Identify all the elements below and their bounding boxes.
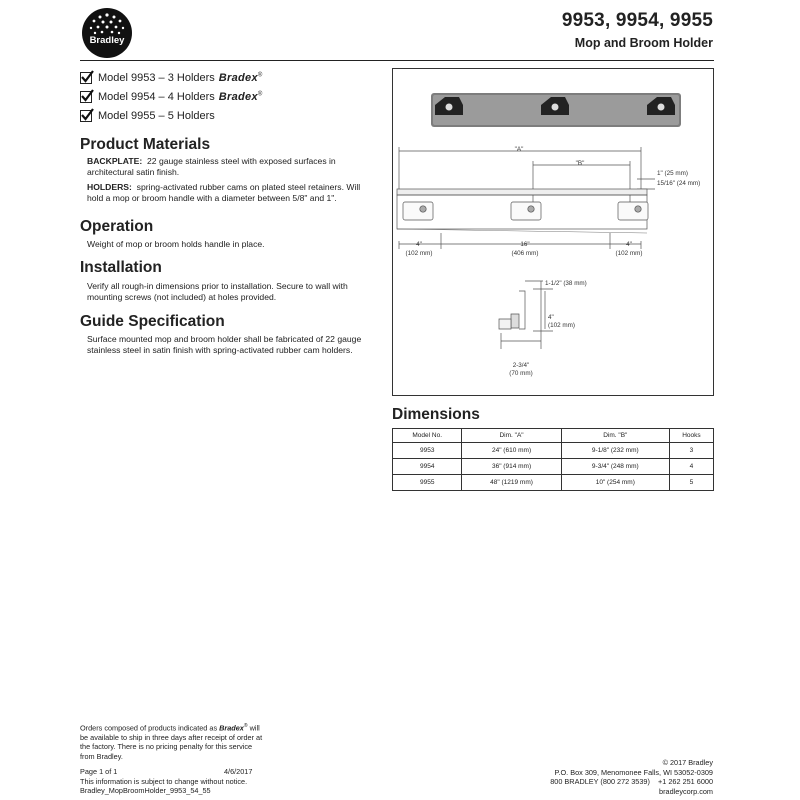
model-item-9955: Model 9955 – 5 Holders [80,106,263,125]
dim-right-1: 1" (25 mm) [657,170,688,177]
header-divider [80,60,714,61]
front-view-drawing [397,147,655,249]
copyright: © 2017 Bradley [662,758,713,767]
dimensions-table [392,428,714,491]
doc-date: 4/6/2017 [224,767,253,776]
logo-text: Bradley [89,35,125,46]
svg-text:(102 mm): (102 mm) [548,322,575,329]
svg-text:(102 mm): (102 mm) [405,250,433,257]
side-view-drawing [499,281,553,349]
product-photo [431,93,681,127]
page-subtitle: Mop and Broom Holder [574,36,713,50]
dim-bottom-right: 4" [626,241,632,248]
orders-note: Orders composed of products indicated as Bradex® will be available to ship in three days after receipt of order at the factory. There is no pricing penalty for this service from Bradley. [80,723,263,761]
notice-text: This information is subject to change without notice. [80,776,248,786]
phone: 800 BRADLEY (800 272 3539) +1 262 251 6000 [550,777,713,786]
side-depth-dim: 2-3/4" [512,362,530,369]
dimensions-heading: Dimensions [392,406,480,423]
model-item-9954: Model 9954 – 4 Holders Bradex® [80,87,263,106]
table-row: 9955 48" (1219 mm) 10" (254 mm) 5 [393,475,714,491]
svg-text:(102 mm): (102 mm) [615,250,643,257]
installation-section: Installation Verify all rough-in dimensions prior to installation. Secure to wall with mounting screws (not included) at holes provided. [80,259,370,303]
footer-right [550,758,713,796]
dim-right-2: 15/16" (24 mm) [657,180,701,187]
table-header-row: Model No. Dim. "A" Dim. "B" Hooks [393,429,714,443]
model-item-9953: Model 9953 – 3 Holders Bradex® [80,68,263,87]
page-title: 9953, 9954, 9955 [561,10,713,31]
product-materials-section: Product Materials BACKPLATE: 22 gauge stainless steel with exposed surfaces in architectural satin finish. HOLDERS: spring-activated rubber cams on plated steel retainers. Will hold a mop or broom handle with a diameter between 5/8" and 1". [80,136,370,208]
dim-a-label: "A" [514,146,524,153]
section-heading: Guide Specification [80,313,225,330]
checkbox-checked-icon [80,110,92,122]
section-heading: Installation [80,259,162,276]
side-top-dim: 1-1/2" (38 mm) [545,280,587,287]
svg-text:(406 mm): (406 mm) [511,250,539,257]
footer-left [80,767,295,796]
checkbox-checked-icon [80,72,92,84]
side-height-dim: 4" [548,314,554,321]
dim-bottom-mid: 16" [520,241,530,248]
section-heading: Operation [80,218,154,235]
dim-bottom-left: 4" [416,241,422,248]
file-name: Bradley_MopBroomHolder_9953_54_55 [80,786,211,795]
page-number: Page 1 of 1 [80,767,118,776]
svg-text:(70 mm): (70 mm) [509,370,533,377]
section-heading: Product Materials [80,136,211,153]
dim-b-label: "B" [575,160,585,167]
product-drawing-frame [392,68,714,396]
website-link[interactable]: bradleycorp.com [659,786,713,796]
guide-spec-section: Guide Specification Surface mounted mop and broom holder shall be fabricated of 22 gauge stainless steel in satin finish with spring-activated rubber cam holders. [80,313,370,356]
model-list [80,68,263,125]
bradley-logo [80,6,134,60]
checkbox-checked-icon [80,91,92,103]
operation-section: Operation Weight of mop or broom holds handle in place. [80,218,370,250]
table-row: 9953 24" (610 mm) 9-1/8" (232 mm) 3 [393,443,714,459]
address: P.O. Box 309, Menomonee Falls, WI 53052-0309 [554,767,713,777]
table-row: 9954 36" (914 mm) 9-3/4" (248 mm) 4 [393,459,714,475]
